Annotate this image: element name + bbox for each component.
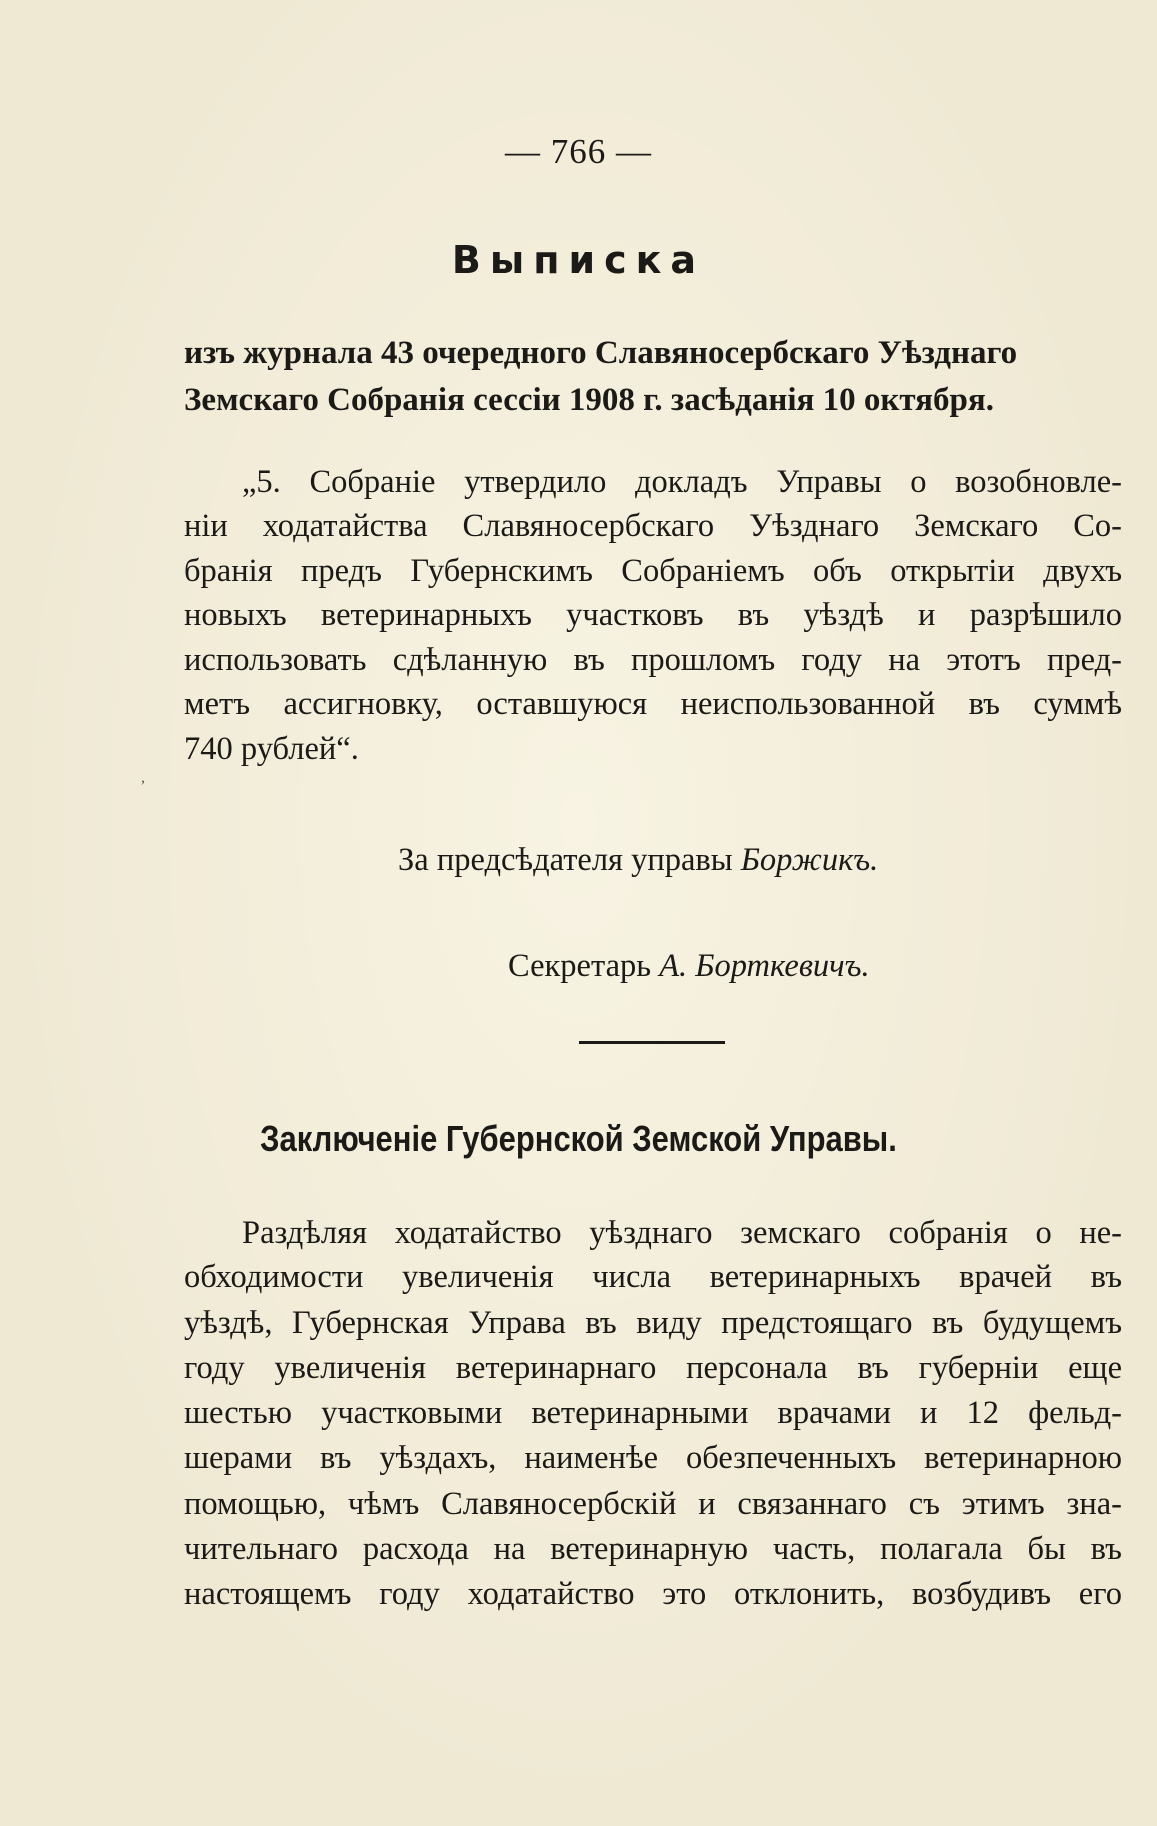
conclusion-line: году увеличенія ветеринарнаго персонала въ губерніи еще bbox=[184, 1350, 1122, 1386]
secretary-name: А. Борткевичъ. bbox=[659, 948, 870, 984]
resolution-line: бранія предъ Губернскимъ Собраніемъ объ открытіи двухъ bbox=[184, 553, 1122, 589]
section-divider bbox=[579, 1041, 725, 1044]
conclusion-line: шерами въ уѣздахъ, наименѣе обезпеченныхъ ветеринарною bbox=[184, 1440, 1122, 1476]
conclusion-line: шестью участковыми ветеринарными врачами и 12 фельд- bbox=[184, 1395, 1122, 1431]
conclusion-line: помощью, чѣмъ Славяносербскій и связаннаго съ этимъ зна- bbox=[184, 1486, 1122, 1522]
conclusion-line: чительнаго расхода на ветеринарную часть, полагала бы въ bbox=[184, 1531, 1122, 1567]
secretary-signature bbox=[508, 946, 870, 986]
conclusion-heading: Заключеніе Губернской Земской Управы. bbox=[260, 1118, 897, 1159]
chairman-label: За предсѣдателя управы bbox=[398, 842, 733, 878]
chairman-signature bbox=[398, 840, 878, 880]
conclusion-line: уѣздѣ, Губернская Управа въ виду предстоящаго въ будущемъ bbox=[184, 1305, 1122, 1341]
secretary-label: Секретарь bbox=[508, 948, 652, 984]
page-number: — 766 — bbox=[505, 132, 652, 171]
resolution-line: метъ ассигновку, оставшуюся неиспользованной въ суммѣ bbox=[184, 686, 1122, 722]
resolution-line: „5. Собраніе утвердило докладъ Управы о возобновле- bbox=[242, 464, 1122, 500]
subtitle-line-2: Земскаго Собранія сессіи 1908 г. засѣданія 10 октября. bbox=[184, 382, 994, 418]
conclusion-line: обходимости увеличенія числа ветеринарныхъ врачей въ bbox=[184, 1259, 1122, 1295]
conclusion-line: Раздѣляя ходатайство уѣзднаго земскаго собранія о не- bbox=[242, 1215, 1122, 1251]
resolution-line: ніи ходатайства Славяносербскаго Уѣзднаго Земскаго Со- bbox=[184, 508, 1122, 544]
subtitle-line-1: изъ журнала 43 очередного Славяносербскаго Уѣзднаго bbox=[184, 335, 1018, 371]
resolution-line: новыхъ ветеринарныхъ участковъ въ уѣздѣ и разрѣшило bbox=[184, 597, 1122, 633]
stray-mark: , bbox=[141, 769, 145, 786]
conclusion-line: настоящемъ году ходатайство это отклонить, возбудивъ его bbox=[184, 1576, 1122, 1612]
document-title: Выписка bbox=[451, 238, 706, 282]
resolution-line: использовать сдѣланную въ прошломъ году на этотъ пред- bbox=[184, 642, 1122, 678]
chairman-name: Боржикъ. bbox=[740, 842, 879, 878]
resolution-line: 740 рублей“. bbox=[184, 731, 359, 767]
